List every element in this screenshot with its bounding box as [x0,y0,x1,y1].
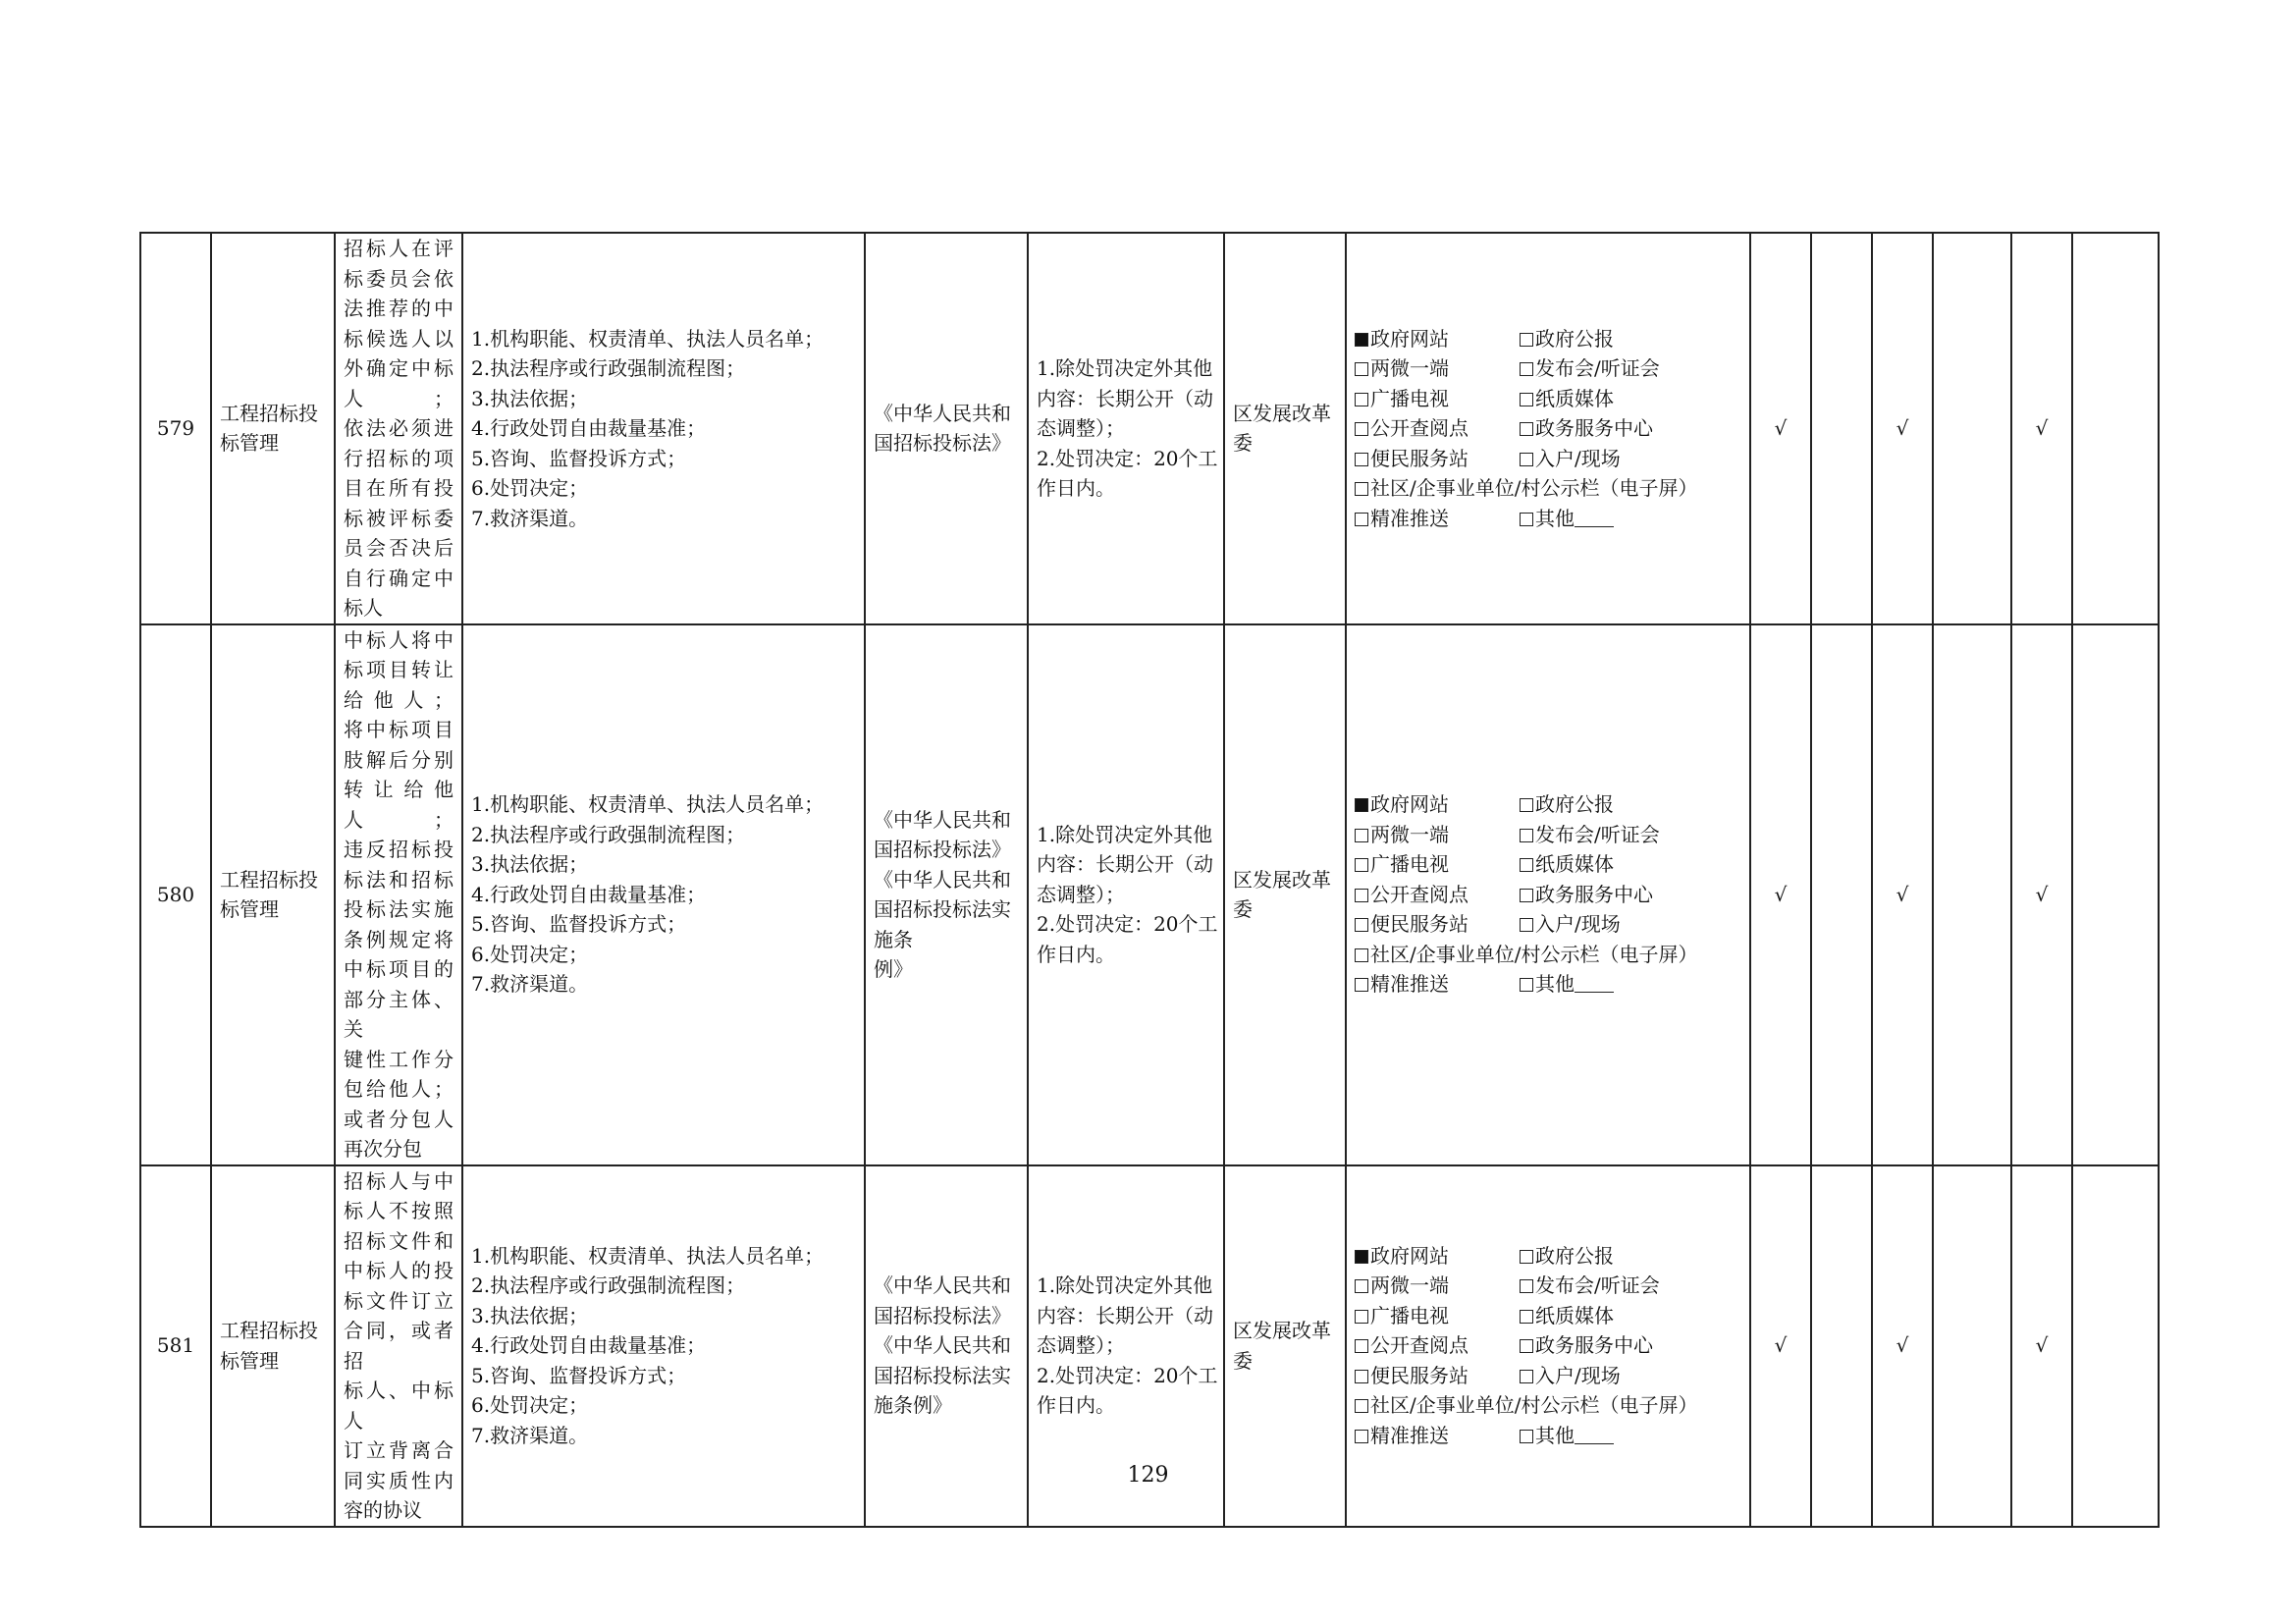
channel-option-press [1520,1271,1716,1301]
channel-label: 广播电视 [1370,852,1449,877]
table-row [140,233,2159,624]
channel-label: 入户/现场 [1535,1363,1621,1387]
channel-option-gov_site [1355,1241,1520,1272]
channel-label: 社区/企事业单位/村公示栏（电子屏） [1370,1393,1698,1418]
violation-content-line: 标被评标委 [344,506,454,530]
legal-basis-line: 《中华人民共和 [874,867,1011,892]
violation-content-line: 违反招标投 [344,838,454,861]
legal-basis-cell [865,233,1028,624]
legal-basis-line: 国招标投标法》 [874,431,1011,456]
disclosure-term-line: 1.除处罚决定外其他 [1037,356,1213,380]
channel-option-community [1355,1390,1716,1421]
disclosure-item: 4.行政处罚自由裁量基准； [471,882,707,906]
disclosure-item: 4.行政处罚自由裁量基准； [471,1333,707,1358]
violation-content-line: 自行确定中 [344,566,454,590]
disclosure-item: 1.机构职能、权责清单、执法人员名单； [471,326,825,351]
channel-label: 两微一端 [1370,1273,1449,1298]
channel-option-gov_gazette [1520,789,1716,820]
checked-box-icon [1355,1250,1368,1264]
unchecked-box-icon [1520,858,1533,872]
violation-content-line: 标人、中标人 [344,1379,454,1433]
disclosure-item: 1.机构职能、权责清单、执法人员名单； [471,792,825,817]
disclosure-term-line: 作日内。 [1037,942,1115,966]
unchecked-box-icon [1355,889,1368,902]
unchecked-box-icon [1520,829,1533,842]
check-mark-cell: √ [1750,624,1811,1165]
channel-label: 公开查阅点 [1370,1333,1468,1358]
check-mark-cell [1811,624,1872,1165]
page-number: 129 [1127,1463,1169,1488]
check-mark-cell [1811,233,1872,624]
unchecked-box-icon [1355,829,1368,842]
legal-basis-line: 《中华人民共和 [874,1333,1011,1358]
responsible-dept-line: 区发展改革 [1233,401,1331,425]
channel-label: 入户/现场 [1535,912,1621,937]
check-mark-cell: √ [2011,233,2072,624]
unchecked-box-icon [1520,333,1533,347]
channel-label: 政府网站 [1370,1243,1449,1268]
table-row [140,624,2159,1165]
unchecked-box-icon [1355,513,1368,526]
channel-label: 公开查阅点 [1370,882,1468,906]
violation-content-line: 将中标项目 [344,718,454,741]
violation-content-line: 中标人的投 [344,1259,454,1282]
channel-label: 政府网站 [1370,326,1449,351]
checked-box-icon [1355,798,1368,812]
legal-basis-line: 施条例》 [874,1393,952,1418]
channel-option-tv [1355,849,1520,880]
channel-label: 广播电视 [1370,386,1449,410]
legal-basis-line: 国招标投标法实 [874,897,1011,921]
disclosure-items-cell [462,624,865,1165]
unchecked-box-icon [1355,918,1368,932]
channel-option-tv [1355,1301,1520,1331]
disclosure-item: 5.咨询、监督投诉方式； [471,912,687,937]
channel-option-community [1355,940,1716,970]
violation-content-line: 标人不按照 [344,1199,454,1222]
channel-label: 精准推送 [1370,506,1449,530]
row-number: 580 [140,624,211,1165]
check-mark-cell: √ [1750,1165,1811,1527]
disclosure-channels-cell [1346,624,1750,1165]
disclosure-term-line: 态调整）； [1037,882,1125,906]
responsible-dept-cell [1224,233,1346,624]
disclosure-term-line: 作日内。 [1037,476,1115,500]
channel-option-precise [1355,969,1520,1000]
channel-label: 纸质媒体 [1535,386,1614,410]
unchecked-box-icon [1355,1279,1368,1293]
row-number: 581 [140,1165,211,1527]
channel-option-gov_gazette [1520,324,1716,354]
fill-in-blank [1575,1426,1614,1444]
legal-basis-line: 例》 [874,957,913,981]
violation-content-line: 行招标的项 [344,446,454,470]
channel-label: 发布会/听证会 [1535,356,1660,380]
violation-content-line: 依法必须进 [344,416,454,440]
channel-label: 社区/企事业单位/村公示栏（电子屏） [1370,476,1698,500]
legal-basis-line: 《中华人民共和 [874,401,1011,425]
violation-content-line: 再次分包 [344,1137,422,1161]
channel-option-two_wei [1355,820,1520,850]
unchecked-box-icon [1520,453,1533,466]
disclosure-item: 2.执法程序或行政强制流程图； [471,1273,746,1298]
channel-label: 政府网站 [1370,792,1449,817]
unchecked-box-icon [1520,889,1533,902]
unchecked-box-icon [1520,1339,1533,1353]
channel-option-tv [1355,384,1520,414]
violation-content-line: 标委员会依 [344,266,454,291]
violation-content-line: 法推荐的中 [344,297,454,320]
responsible-dept-line: 区发展改革 [1233,1319,1331,1342]
row-number: 579 [140,233,211,624]
channel-option-service_center [1520,880,1716,910]
unchecked-box-icon [1355,453,1368,466]
unchecked-box-icon [1520,422,1533,436]
responsible-dept-line: 区发展改革 [1233,867,1331,892]
disclosure-term-line: 内容：长期公开（动 [1037,386,1213,410]
check-mark-cell: √ [1872,233,1933,624]
check-mark-cell [1933,233,2011,624]
disclosure-term-line: 态调整）； [1037,416,1125,440]
disclosure-term-cell [1028,233,1224,624]
disclosure-item: 3.执法依据； [471,852,589,877]
channel-label: 其他 [1535,972,1575,997]
item-category-line: 标管理 [220,897,279,921]
violation-content-line: 条例规定将 [344,927,454,951]
unchecked-box-icon [1520,1370,1533,1383]
channel-option-other [1520,1421,1716,1451]
channel-label: 政务服务中心 [1535,416,1653,440]
channel-option-precise [1355,504,1520,534]
channel-label: 便民服务站 [1370,912,1468,937]
responsible-dept-line: 委 [1233,1348,1253,1373]
channel-option-onsite [1520,909,1716,940]
channel-label: 政府公报 [1535,326,1614,351]
disclosure-item: 3.执法依据； [471,1303,589,1327]
item-category-line: 标管理 [220,431,279,456]
channel-label: 精准推送 [1370,972,1449,997]
disclosure-item: 5.咨询、监督投诉方式； [471,446,687,470]
unchecked-box-icon [1355,948,1368,962]
item-category-cell [211,624,335,1165]
channel-options [1355,789,1741,1000]
legal-basis-line: 国招标投标法实 [874,1363,1011,1387]
disclosure-item: 3.执法依据； [471,386,589,410]
unchecked-box-icon [1355,362,1368,376]
violation-content-line: 招标人在评 [344,237,454,260]
channel-option-two_wei [1355,353,1520,384]
channel-option-station [1355,909,1520,940]
legal-basis-line: 施条 [874,927,913,951]
channel-option-press [1520,353,1716,384]
channel-option-onsite [1520,1361,1716,1391]
unchecked-box-icon [1520,1430,1533,1443]
channel-label: 政府公报 [1535,792,1614,817]
channel-label: 政府公报 [1535,1243,1614,1268]
channel-label: 社区/企事业单位/村公示栏（电子屏） [1370,942,1698,966]
channel-label: 发布会/听证会 [1535,822,1660,846]
disclosure-term-cell [1028,624,1224,1165]
disclosure-term-line: 1.除处罚决定外其他 [1037,822,1213,846]
disclosure-items-cell [462,233,865,624]
legal-basis-cell [865,624,1028,1165]
channel-option-community [1355,473,1716,504]
channel-option-precise [1355,1421,1520,1451]
violation-content-line: 肢解后分别 [344,747,454,772]
violation-content-line: 转让给他人； [344,778,454,832]
channel-label: 两微一端 [1370,822,1449,846]
legal-basis-line: 《中华人民共和 [874,1273,1011,1298]
channel-label: 便民服务站 [1370,1363,1468,1387]
violation-content-line: 外确定中标 [344,356,454,380]
item-category-line: 工程招标投 [220,401,318,425]
channel-option-paper [1520,1301,1716,1331]
check-mark-cell: √ [1750,233,1811,624]
disclosure-item: 2.执法程序或行政强制流程图； [471,822,746,846]
check-mark-cell [1933,624,2011,1165]
disclosure-item: 2.执法程序或行政强制流程图； [471,356,746,380]
disclosure-term-line: 内容：长期公开（动 [1037,852,1213,877]
unchecked-box-icon [1355,482,1368,496]
responsible-dept-cell [1224,624,1346,1165]
disclosure-item: 6.处罚决定； [471,1393,589,1418]
unchecked-box-icon [1520,1310,1533,1324]
channel-label: 纸质媒体 [1535,852,1614,877]
disclosure-item: 5.咨询、监督投诉方式； [471,1363,687,1387]
check-mark-cell [2072,624,2159,1165]
channel-label: 广播电视 [1370,1303,1449,1327]
channel-option-other [1520,504,1716,534]
unchecked-box-icon [1355,1370,1368,1383]
unchecked-box-icon [1520,393,1533,406]
disclosure-term-line: 2.处罚决定：20个工 [1037,1363,1218,1387]
unchecked-box-icon [1355,1399,1368,1413]
channel-label: 其他 [1535,506,1575,530]
violation-content-line: 人； [344,386,454,410]
disclosure-item: 6.处罚决定； [471,942,589,966]
channel-label: 政务服务中心 [1535,1333,1653,1358]
unchecked-box-icon [1355,422,1368,436]
channel-option-onsite [1520,444,1716,474]
violation-content-line: 键性工作分 [344,1047,454,1071]
check-mark-cell: √ [2011,624,2072,1165]
check-mark-cell: √ [1872,624,1933,1165]
channel-label: 其他 [1535,1423,1575,1447]
channel-label: 精准推送 [1370,1423,1449,1447]
disclosure-term-line: 2.处罚决定：20个工 [1037,446,1218,470]
responsible-dept-line: 委 [1233,431,1253,456]
channel-option-reading [1355,880,1520,910]
channel-label: 入户/现场 [1535,446,1621,470]
item-category-line: 标管理 [220,1348,279,1373]
violation-content-line: 包给他人； [344,1077,454,1101]
unchecked-box-icon [1355,978,1368,992]
channel-option-other [1520,969,1716,1000]
unchecked-box-icon [1520,978,1533,992]
disclosure-table [139,232,2160,1528]
item-category-line: 工程招标投 [220,1319,318,1342]
channel-option-station [1355,1361,1520,1391]
disclosure-item: 7.救济渠道。 [471,972,589,997]
item-category-cell [211,233,335,624]
violation-content-line: 给他人； [344,687,454,712]
disclosure-item: 6.处罚决定； [471,476,589,500]
violation-content-line: 或者分包人 [344,1107,454,1131]
unchecked-box-icon [1355,858,1368,872]
unchecked-box-icon [1520,513,1533,526]
unchecked-box-icon [1520,362,1533,376]
channel-option-two_wei [1355,1271,1520,1301]
violation-content-cell [335,233,462,624]
channel-option-service_center [1520,1330,1716,1361]
channel-option-reading [1355,413,1520,444]
disclosure-item: 7.救济渠道。 [471,1423,589,1447]
violation-content-line: 招标人与中 [344,1168,454,1193]
channel-option-gov_gazette [1520,1241,1716,1272]
disclosure-term-line: 内容：长期公开（动 [1037,1303,1213,1327]
disclosure-item: 1.机构职能、权责清单、执法人员名单； [471,1243,825,1268]
channel-label: 政务服务中心 [1535,882,1653,906]
legal-basis-line: 国招标投标法》 [874,838,1011,861]
fill-in-blank [1575,974,1614,993]
violation-content-line: 标候选人以 [344,326,454,351]
checked-box-icon [1355,333,1368,347]
unchecked-box-icon [1520,798,1533,812]
disclosure-term-line: 态调整）； [1037,1333,1125,1358]
disclosure-term-line: 作日内。 [1037,1393,1115,1418]
violation-content-line: 标文件订立 [344,1288,454,1313]
disclosure-item: 4.行政处罚自由裁量基准； [471,416,707,440]
channel-label: 公开查阅点 [1370,416,1468,440]
violation-content-line: 员会否决后 [344,536,454,560]
channel-option-reading [1355,1330,1520,1361]
check-mark-cell: √ [1872,1165,1933,1527]
check-mark-cell: √ [2011,1165,2072,1527]
disclosure-term-line: 1.除处罚决定外其他 [1037,1273,1213,1298]
channel-option-paper [1520,849,1716,880]
violation-content-line: 合同，或者招 [344,1319,454,1373]
channel-option-service_center [1520,413,1716,444]
violation-content-line: 部分主体、关 [344,987,454,1041]
violation-content-line: 订立背离合 [344,1438,454,1462]
channel-option-gov_site [1355,324,1520,354]
unchecked-box-icon [1355,1310,1368,1324]
violation-content-line: 同实质性内 [344,1468,454,1492]
unchecked-box-icon [1520,1279,1533,1293]
channel-label: 便民服务站 [1370,446,1468,470]
channel-options [1355,1241,1741,1451]
violation-content-line: 容的协议 [344,1498,422,1522]
unchecked-box-icon [1520,1250,1533,1264]
disclosure-channels-cell [1346,233,1750,624]
violation-content-line: 标法和招标 [344,867,454,892]
item-category-line: 工程招标投 [220,867,318,892]
disclosure-item: 7.救济渠道。 [471,506,589,530]
violation-content-cell [335,624,462,1165]
violation-content-line: 招标文件和 [344,1228,454,1253]
unchecked-box-icon [1355,1430,1368,1443]
channel-option-gov_site [1355,789,1520,820]
unchecked-box-icon [1520,918,1533,932]
channel-label: 纸质媒体 [1535,1303,1614,1327]
disclosure-term-line: 2.处罚决定：20个工 [1037,912,1218,937]
violation-content-line: 目在所有投 [344,476,454,500]
violation-content-line: 标项目转让 [344,658,454,681]
fill-in-blank [1575,509,1614,527]
legal-basis-line: 《中华人民共和 [874,807,1011,832]
channel-options [1355,324,1741,534]
channel-label: 两微一端 [1370,356,1449,380]
check-mark-cell [2072,233,2159,624]
violation-content-line: 中标人将中 [344,627,454,652]
responsible-dept-line: 委 [1233,897,1253,921]
channel-option-press [1520,820,1716,850]
violation-content-line: 中标项目的 [344,957,454,981]
unchecked-box-icon [1355,393,1368,406]
legal-basis-line: 国招标投标法》 [874,1303,1011,1327]
channel-option-paper [1520,384,1716,414]
unchecked-box-icon [1355,1339,1368,1353]
channel-option-station [1355,444,1520,474]
violation-content-line: 投标法实施 [344,897,454,921]
violation-content-line: 标人 [344,596,383,620]
channel-label: 发布会/听证会 [1535,1273,1660,1298]
